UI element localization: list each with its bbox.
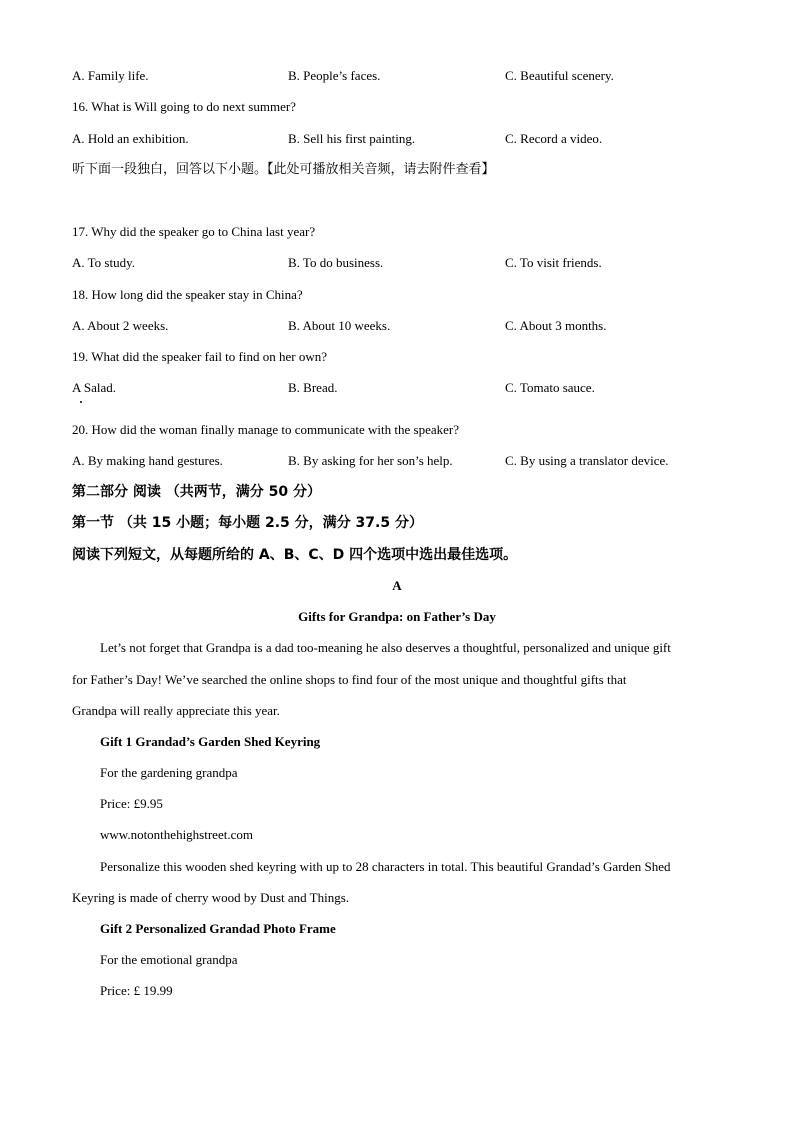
q18-option-b: B. About 10 weeks. <box>288 318 391 333</box>
monologue-instruction: 听下面一段独白，回答以下小题。【此处可播放相关音频，请去附件查看】 <box>72 162 495 177</box>
gift1-title: Gift 1 Grandad’s Garden Shed Keyring <box>100 734 321 749</box>
q19-option-a: A Salad. <box>72 380 117 395</box>
gift2-price: Price: £ 19.99 <box>100 983 173 998</box>
q17-option-a: A. To study. <box>72 255 136 270</box>
q16-option-a: A. Hold an exhibition. <box>72 131 189 146</box>
gift1-for: For the gardening grandpa <box>100 765 238 780</box>
q18-option-a: A. About 2 weeks. <box>72 318 169 333</box>
section1-heading: 第一节 （共 15 小题；每小题 2.5 分，满分 37.5 分） <box>72 515 423 531</box>
q18-question: 18. How long did the speaker stay in China? <box>72 287 303 302</box>
q15-option-b: B. People’s faces. <box>288 68 381 83</box>
q20-option-b: B. By asking for her son’s help. <box>288 453 453 468</box>
q17-option-b: B. To do business. <box>288 255 384 270</box>
q17-question: 17. Why did the speaker go to China last year? <box>72 224 316 239</box>
q19-question: 19. What did the speaker fail to find on her own? <box>72 349 327 364</box>
gift1-desc-line-2: Keyring is made of cherry wood by Dust and Things. <box>72 890 350 905</box>
intro-line-3: Grandpa will really appreciate this year. <box>72 703 280 718</box>
q15-option-a: A. Family life. <box>72 68 149 83</box>
q19-option-b: B. Bread. <box>288 380 338 395</box>
q20-option-a: A. By making hand gestures. <box>72 453 223 468</box>
passage-letter: A <box>392 578 402 593</box>
q16-question: 16. What is Will going to do next summer? <box>72 99 296 114</box>
passage-title: Gifts for Grandpa: on Father’s Day <box>298 609 496 624</box>
q16-option-b: B. Sell his first painting. <box>288 131 416 146</box>
q20-option-c: C. By using a translator device. <box>505 453 669 468</box>
gift2-title: Gift 2 Personalized Grandad Photo Frame <box>100 921 336 936</box>
q15-option-c: C. Beautiful scenery. <box>505 68 614 83</box>
q20-question: 20. How did the woman finally manage to communicate with the speaker? <box>72 422 459 437</box>
q19-option-c: C. Tomato sauce. <box>505 380 595 395</box>
gift2-for: For the emotional grandpa <box>100 952 238 967</box>
q16-option-c: C. Record a video. <box>505 131 603 146</box>
q17-option-c: C. To visit friends. <box>505 255 602 270</box>
intro-line-2: for Father’s Day! We’ve searched the online shops to find four of the most unique and thoughtful gifts that <box>72 672 627 687</box>
gift1-price: Price: £9.95 <box>100 796 163 811</box>
gift1-desc-line-1: Personalize this wooden shed keyring with up to 28 characters in total. This beautiful Grandad’s Garden Shed <box>100 859 671 874</box>
part2-heading: 第二部分 阅读 （共两节，满分 50 分） <box>72 484 321 500</box>
intro-line-1: Let’s not forget that Grandpa is a dad too-meaning he also deserves a thoughtful, personalized and unique gift <box>100 640 671 655</box>
q18-option-c: C. About 3 months. <box>505 318 607 333</box>
stray-mark <box>80 401 82 403</box>
reading-instruction: 阅读下列短文，从每题所给的 A、B、C、D 四个选项中选出最佳选项。 <box>72 547 518 563</box>
gift1-url: www.notonthehighstreet.com <box>100 827 253 842</box>
